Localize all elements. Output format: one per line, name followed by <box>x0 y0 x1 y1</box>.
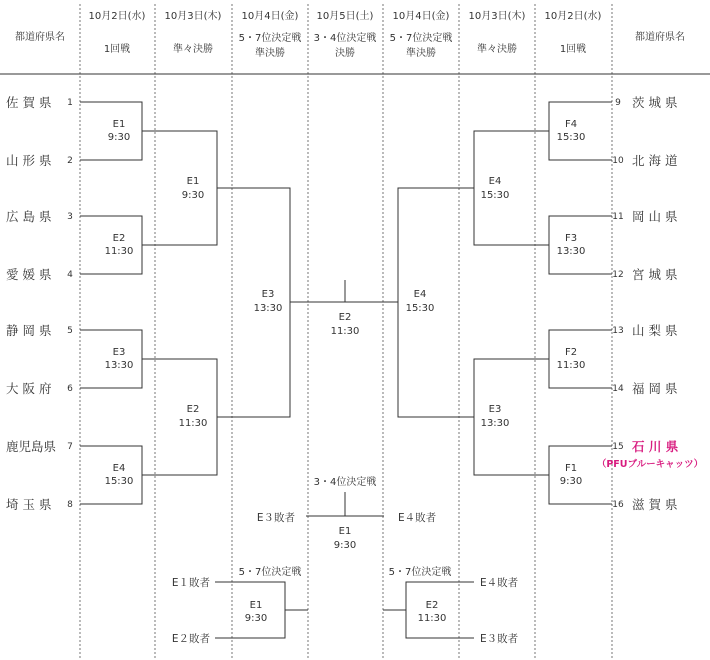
team-name: 石 川 県 <box>632 439 679 454</box>
header-date: 10月5日(土) <box>316 11 374 22</box>
team-seed: 9 <box>615 98 621 108</box>
bracket-line <box>80 330 142 388</box>
bracket-line <box>474 359 549 475</box>
team-name: 鹿児島県 <box>6 439 57 454</box>
match-time: 9:30 <box>333 540 357 551</box>
match-time: 13:30 <box>556 246 586 257</box>
team-seed: 6 <box>67 384 73 394</box>
match-court: E4 <box>413 289 427 300</box>
team-seed: 1 <box>67 98 73 108</box>
header-round: 5・7位決定戦 <box>389 33 453 44</box>
match-court: F4 <box>564 119 578 130</box>
team-seed: 11 <box>612 212 624 222</box>
match-time: 11:30 <box>178 418 208 429</box>
team-seed: 8 <box>67 500 73 510</box>
header-round-sub: 準決勝 <box>255 48 285 59</box>
match-time: 11:30 <box>417 613 447 624</box>
team-name: 静 岡 県 <box>6 323 52 338</box>
team-name: 山 形 県 <box>6 153 52 168</box>
match-court: E3 <box>112 347 126 358</box>
bracket-line <box>142 131 217 245</box>
header-date: 10月3日(木) <box>164 11 222 22</box>
header-round: 3・4位決定戦 <box>313 33 377 44</box>
loser-label: E３敗者 <box>480 633 519 645</box>
bracket-line <box>549 446 612 504</box>
fifth-place-label: 5・7位決定戦 <box>388 567 452 578</box>
team-name: 佐 賀 県 <box>6 95 52 110</box>
team-seed: 10 <box>612 156 624 166</box>
match-court: E2 <box>338 312 352 323</box>
team-seed: 13 <box>612 326 624 336</box>
bracket-line <box>549 102 612 160</box>
team-name: 茨 城 県 <box>632 95 678 110</box>
bracket-line <box>80 216 142 274</box>
team-name: 山 梨 県 <box>632 323 678 338</box>
bracket-line <box>80 102 142 160</box>
match-time: 15:30 <box>556 132 586 143</box>
team-seed: 12 <box>612 270 624 280</box>
match-court: E4 <box>112 463 126 474</box>
match-court: E1 <box>112 119 126 130</box>
team-name: 広 島 県 <box>6 209 52 224</box>
header-round: 都道府県名 <box>635 32 685 43</box>
match-time: 9:30 <box>559 476 583 487</box>
match-court: E3 <box>488 404 502 415</box>
loser-label: E１敗者 <box>171 577 210 589</box>
match-time: 15:30 <box>104 476 134 487</box>
match-time: 13:30 <box>480 418 510 429</box>
team-name: 埼 玉 県 <box>6 497 52 512</box>
match-time: 15:30 <box>405 303 435 314</box>
team-name: 滋 賀 県 <box>632 497 678 512</box>
bracket-labels <box>6 95 703 645</box>
header-round: 準々決勝 <box>173 44 213 55</box>
bracket-line <box>549 216 612 274</box>
header-round-sub: 決勝 <box>335 48 355 59</box>
team-seed: 2 <box>67 156 73 166</box>
match-time: 11:30 <box>104 246 134 257</box>
loser-label: E４敗者 <box>480 577 519 589</box>
match-court: E2 <box>425 600 439 611</box>
team-seed: 3 <box>67 212 73 222</box>
match-court: E2 <box>186 404 200 415</box>
bracket-line <box>474 131 549 245</box>
third-place-label: 3・4位決定戦 <box>313 477 377 488</box>
match-time: 15:30 <box>480 190 510 201</box>
team-name: 愛 媛 県 <box>6 267 52 282</box>
team-name: 宮 城 県 <box>632 267 678 282</box>
team-name: 北 海 道 <box>632 153 678 168</box>
bracket-line <box>549 330 612 388</box>
loser-label: E３敗者 <box>256 512 295 524</box>
match-court: E2 <box>112 233 126 244</box>
team-seed: 15 <box>612 442 624 452</box>
match-time: 9:30 <box>181 190 205 201</box>
bracket-lines <box>80 102 612 638</box>
match-court: F1 <box>564 463 578 474</box>
header-date: 10月2日(水) <box>88 11 146 22</box>
header-date: 10月4日(金) <box>392 11 450 22</box>
match-time: 13:30 <box>253 303 283 314</box>
match-court: F2 <box>564 347 578 358</box>
match-time: 11:30 <box>556 360 586 371</box>
header-date: 10月3日(木) <box>468 11 526 22</box>
team-seed: 7 <box>67 442 73 452</box>
bracket-line <box>406 582 474 638</box>
header-round: 都道府県名 <box>15 32 65 43</box>
header-round: 準々決勝 <box>477 44 517 55</box>
fifth-place-label: 5・7位決定戦 <box>238 567 302 578</box>
match-time: 9:30 <box>244 613 268 624</box>
team-seed: 4 <box>67 270 73 280</box>
team-seed: 5 <box>67 326 73 336</box>
loser-label: E４敗者 <box>398 512 437 524</box>
header-date: 10月2日(水) <box>544 11 602 22</box>
loser-label: E２敗者 <box>171 633 210 645</box>
match-court: E1 <box>249 600 263 611</box>
team-seed: 14 <box>612 384 624 394</box>
match-time: 11:30 <box>330 326 360 337</box>
header-round: 1回戦 <box>103 44 131 55</box>
header-round-sub: 準決勝 <box>406 48 436 59</box>
match-court: E4 <box>488 176 502 187</box>
team-name: 大 阪 府 <box>6 381 52 396</box>
match-time: 9:30 <box>107 132 131 143</box>
header-date: 10月4日(金) <box>241 11 299 22</box>
header-round: 1回戦 <box>559 44 587 55</box>
team-seed: 16 <box>612 500 624 510</box>
match-court: E3 <box>261 289 275 300</box>
header-row <box>15 9 685 59</box>
match-court: E1 <box>338 526 352 537</box>
bracket-line <box>80 446 142 504</box>
team-name: 福 岡 県 <box>632 381 678 396</box>
team-affiliation: （PFUブルーキャッツ） <box>596 459 704 470</box>
team-name: 岡 山 県 <box>632 209 678 224</box>
match-time: 13:30 <box>104 360 134 371</box>
match-court: E1 <box>186 176 200 187</box>
bracket-line <box>142 359 217 475</box>
match-court: F3 <box>564 233 578 244</box>
header-round: 5・7位決定戦 <box>238 33 302 44</box>
